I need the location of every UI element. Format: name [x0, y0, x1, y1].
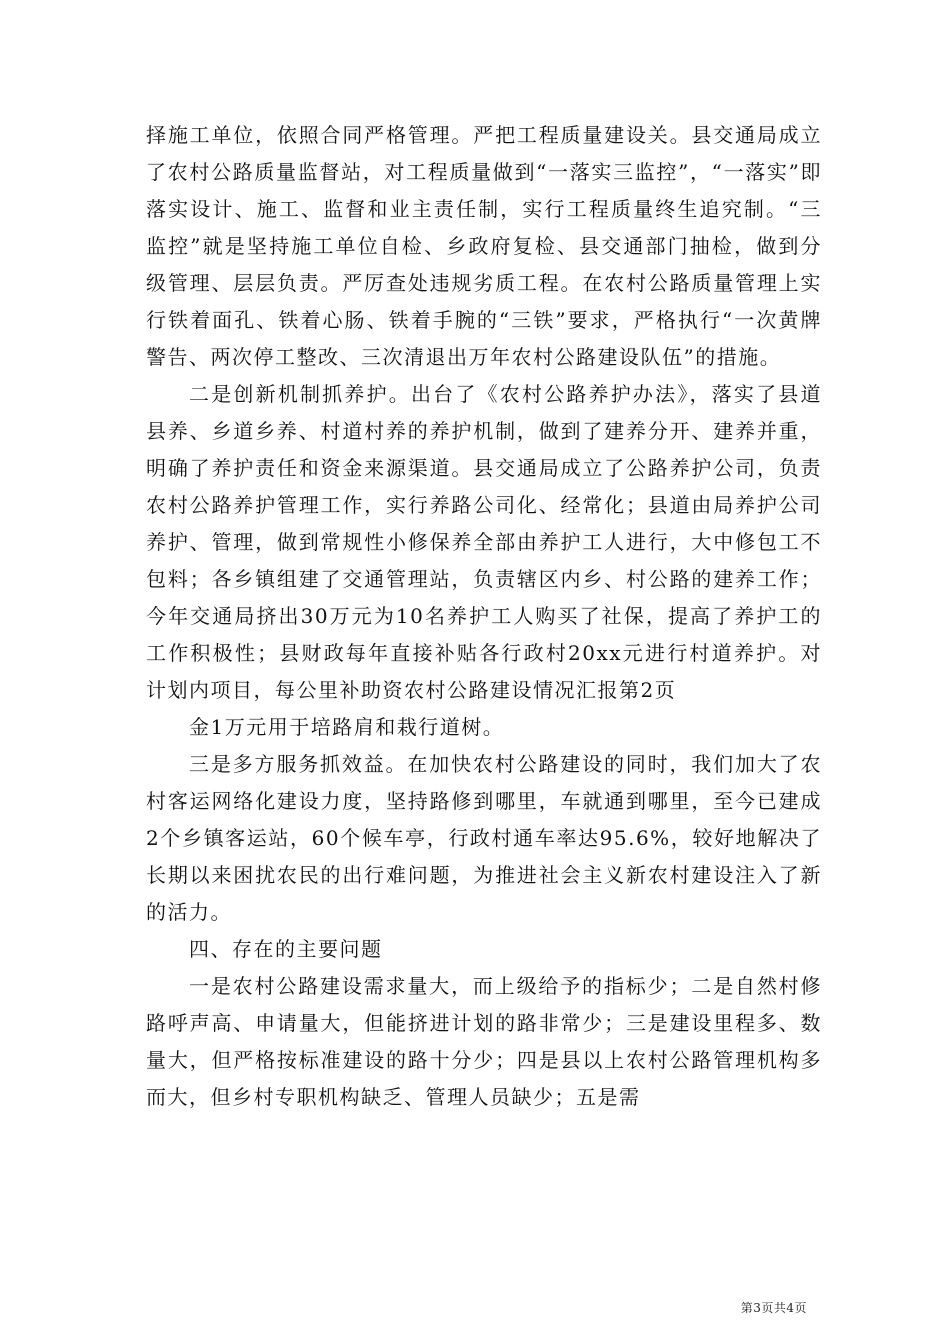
paragraph-subsidy-continuation: 金1万元用于培路肩和栽行道树。: [189, 715, 505, 739]
section-heading-main-problems: 四、存在的主要问题: [189, 937, 383, 961]
paragraph-quality-management: 择施工单位，依照合同严格管理。严把工程质量建设关。县交通局成立了农村公路质量监督站，对工程质量做到“一落实三监控”，“一落实”即落实设计、施工、监督和业主责任制，实行工程质量终生追究制。“三监控”就是坚持施工单位自检、乡政府复检、县交通部门抽检，做到分级管理、层层负责。严厉查处违规劣质工程。在农村公路质量管理上实行铁着面孔、铁着心肠、铁着手腕的“三铁”要求，严格执行“一次黄牌警告、两次停工整改、三次清退出万年农村公路建设队伍”的措施。: [146, 123, 822, 369]
document-body: [146, 117, 822, 1116]
paragraph-service-benefits: 三是多方服务抓效益。在加快农村公路建设的同时，我们加大了农村客运网络化建设力度，坚持路修到哪里，车就通到哪里，至今已建成2个乡镇客运站，60个候车亭，行政村通车率达95.6%，较好地解决了长期以来困扰农民的出行难问题，为推进社会主义新农村建设注入了新的活力。: [146, 752, 822, 924]
paragraph-problems-list: 一是农村公路建设需求量大，而上级给予的指标少；二是自然村修路呼声高、申请量大，但能挤进计划的路非常少；三是建设里程多、数量大，但严格按标准建设的路十分少；四是县以上农村公路管理机构多而大，但乡村专职机构缺乏、管理人员缺少；五是需: [146, 974, 822, 1109]
paragraph-maintenance-mechanism: 二是创新机制抓养护。出台了《农村公路养护办法》，落实了县道县养、乡道乡养、村道村养的养护机制，做到了建养分开、建养并重，明确了养护责任和资金来源渠道。县交通局成立了公路养护公司，负责农村公路养护管理工作，实行养路公司化、经常化；县道由局养护公司养护、管理，做到常规性小修保养全部由养护工人进行，大中修包工不包料；各乡镇组建了交通管理站，负责辖区内乡、村公路的建养工作；今年交通局挤出30万元为10名养护工人购买了社保，提高了养护工的工作积极性；县财政每年直接补贴各行政村20xx元进行村道养护。对计划内项目，每公里补助资农村公路建设情况汇报第2页: [146, 382, 822, 702]
page-number-footer: 第3页共4页: [740, 1301, 807, 1315]
